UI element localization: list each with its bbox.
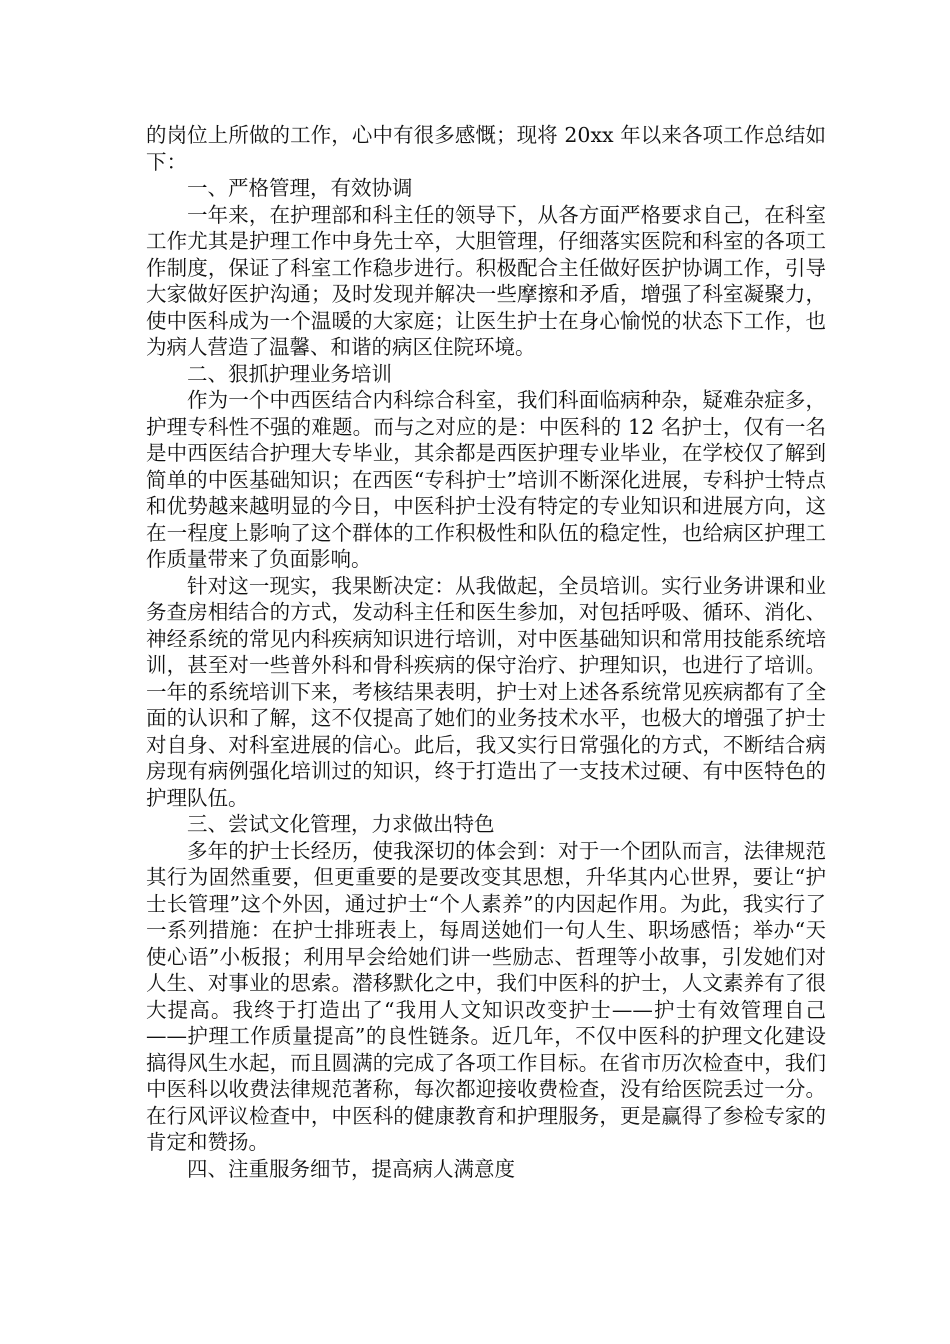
section-heading-1: 一、严格管理，有效协调: [187, 176, 413, 200]
paragraph-intro-continuation: 的岗位上所做的工作，心中有很多感慨；现将 20xx 年以来各项工作总结如下：: [146, 123, 826, 174]
section-heading-2: 二、狠抓护理业务培训: [187, 361, 392, 386]
paragraph-section-1: 一年来，在护理部和科主任的领导下，从各方面严格要求自己，在科室工作尤其是护理工作中身先士卒，大胆管理，仔细落实医院和科室的各项工作制度，保证了科室工作稳步进行。积极配合主任做好医护协调工作，引导大家做好医护沟通；及时发现并解决一些摩擦和矛盾，增强了科室凝聚力，使中医科成为一个温暖的大家庭；让医生护士在身心愉悦的状态下工作，也为病人营造了温馨、和谐的病区住院环境。: [146, 202, 826, 359]
document-body: [146, 122, 826, 1182]
section-heading-4: 四、注重服务细节，提高病人满意度: [187, 1156, 515, 1181]
paragraph-section-3: 多年的护士长经历，使我深切的体会到：对于一个团队而言，法律规范其行为固然重要，但更重要的是要改变其思想，升华其内心世界，要让“护士长管理”这个外因，通过护士“个人素养”的内因起作用。为此，我实行了一系列措施：在护士排班表上，每周送她们一句人生、职场感悟；举办“天使心语”小板报；利用早会给她们讲一些励志、哲理等小故事，引发她们对人生、对事业的思索。潜移默化之中，我们中医科的护士，人文素养有了很大提高。我终于打造出了“我用人文知识改变护士——护士有效管理自己——护理工作质量提高”的良性链条。近几年，不仅中医科的护理文化建设搞得风生水起，而且圆满的完成了各项工作目标。在省市历次检查中，我们中医科以收费法律规范著称，每次都迎接收费检查，没有给医院丢过一分。在行风评议检查中，中医科的健康教育和护理服务，更是赢得了参检专家的肯定和赞扬。: [146, 838, 826, 1154]
section-heading-3: 三、尝试文化管理，力求做出特色: [187, 812, 495, 836]
paragraph-section-2-b: 针对这一现实，我果断决定：从我做起，全员培训。实行业务讲课和业务查房相结合的方式，发动科主任和医生参加，对包括呼吸、循环、消化、神经系统的常见内科疾病知识进行培训，对中医基础知识和常用技能系统培训，甚至对一些普外科和骨科疾病的保守治疗、护理知识，也进行了培训。一年的系统培训下来，考核结果表明，护士对上述各系统常见疾病都有了全面的认识和了解，这不仅提高了她们的业务技术水平，也极大的增强了护士对自身、对科室进展的信心。此后，我又实行日常强化的方式，不断结合病房现有病例强化培训过的知识，终于打造出了一支技术过硬、有中医特色的护理队伍。: [146, 573, 826, 810]
paragraph-section-2-a: 作为一个中西医结合内科综合科室，我们科面临病种杂，疑难杂症多，护理专科性不强的难题。而与之对应的是：中医科的 12 名护士，仅有一名是中西医结合护理大专毕业，其余都是西医护理专业毕业，在学校仅了解到简单的中医基础知识；在西医“专科护士”培训不断深化进展，专科护士特点和优势越来越明显的今日，中医科护士没有特定的专业知识和进展方向，这在一程度上影响了这个群体的工作积极性和队伍的稳定性，也给病区护理工作质量带来了负面影响。: [146, 388, 826, 571]
